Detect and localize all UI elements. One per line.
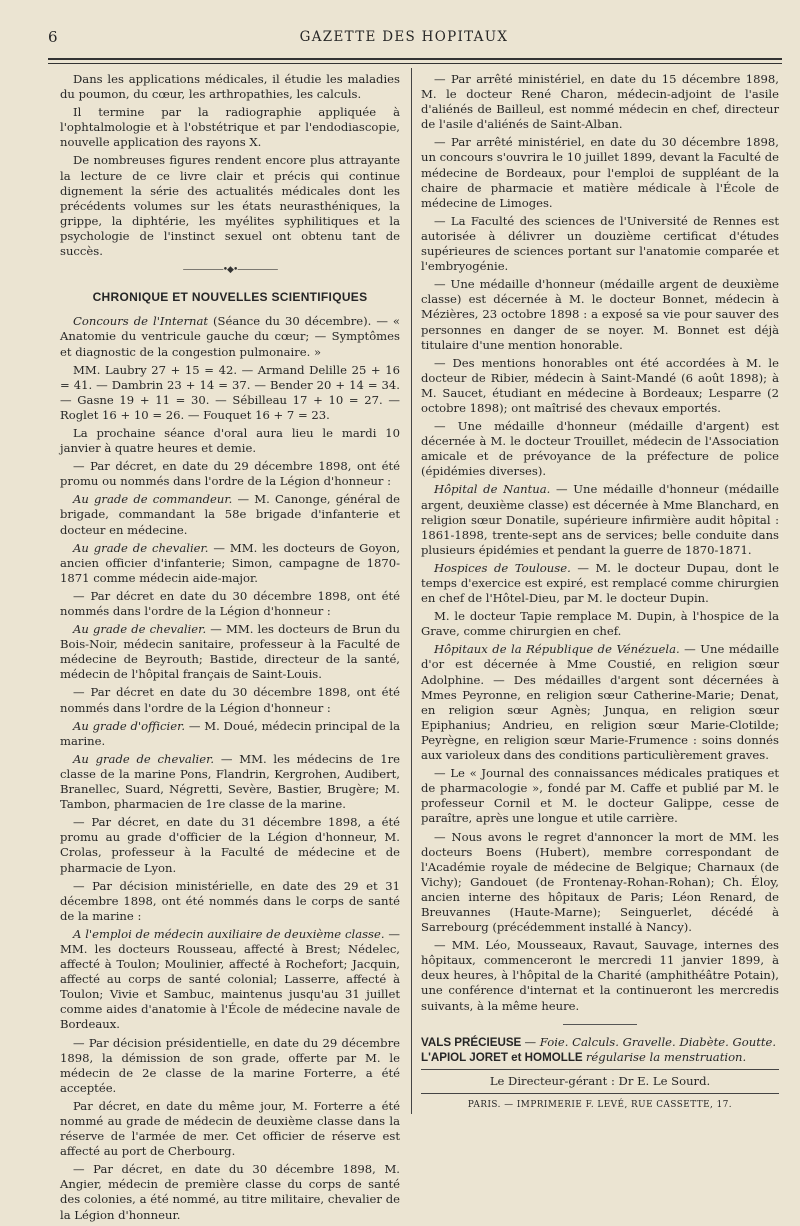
item-heading: Concours de l'Internat: [73, 314, 209, 329]
news-item: — Par arrêté ministériel, en date du 30 décembre 1898, un concours s'ouvrira le 10 juillet 1899, devant la Faculté de médecine de Bordeaux, pour l'emploi de suppléant de la chaire de pharmacie et matière médicale à l'École de médecine de Limoges.: [421, 135, 779, 210]
header-rule-thin: [48, 63, 782, 64]
news-item: Au grade de commandeur. — M. Canonge, général de brigade, commandant la 58e brigade d'infanterie et docteur en médecine.: [60, 492, 400, 537]
journal-title: GAZETTE DES HOPITAUX: [299, 29, 509, 45]
news-item: M. le docteur Tapie remplace M. Dupin, à l'hospice de la Grave, comme chirurgien en chef.: [421, 609, 779, 639]
news-item: Concours de l'Internat (Séance du 30 décembre). — « Anatomie du ventricule gauche du cœur; — Symptômes et diagnostic de la congestion pulmonaire. »: [60, 314, 400, 359]
column-divider: [411, 68, 412, 1114]
news-item: A l'emploi de médecin auxiliaire de deuxième classe. — MM. les docteurs Rousseau, affecté à Brest; Nédelec, affecté à Toulon; Moulinier, affecté à Rochefort; Jacquin, affecté au corps de santé colonial; Lasserre, affecté à Toulon; Vivie et Sambuc, maintenus jusqu'au 31 juillet comme aides d'anatomie à l'École de médecine navale de Bordeaux.: [60, 926, 400, 1032]
news-item: MM. Laubry 27 + 15 = 42. — Armand Delille 25 + 16 = 41. — Dambrin 23 + 14 = 37. — Bender 20 + 14 = 34. — Gasne 19 + 11 = 30. — Sébilleau 17 + 10 = 27. — Roglet 16 + 10 = 26. — Fouquet 16 + 7 = 23.: [60, 362, 400, 422]
right-column: [421, 72, 779, 1113]
news-item: — Une médaille d'honneur (médaille argent de deuxième classe) est décernée à M. le docteur Bonnet, médecin à Mézières, 23 octobre 1898 : a exposé sa vie pour sauver des personnes en danger de se noyer. M. Bonnet est déjà titulaire d'une mention honorable.: [421, 277, 779, 352]
news-item: — Des mentions honorables ont été accordées à M. le docteur de Ribier, médecin à Saint-Mandé (6 août 1898); à M. Saucet, étudiant en médecine à Bordeaux; Lesparre (2 octobre 1898); ont maîtrisé des chevaux emportés.: [421, 355, 779, 415]
news-item: Au grade d'officier. — M. Doué, médecin principal de la marine.: [60, 718, 401, 748]
news-item: — La Faculté des sciences de l'Université de Rennes est autorisée à délivrer un douzième certificat d'études supérieures de sciences portant sur l'anatomie comparée et l'embryogénie.: [421, 213, 779, 274]
footer-rule: [421, 1093, 779, 1094]
item-heading: Au grade de chevalier.: [73, 540, 209, 555]
ornament-rule: [563, 1024, 637, 1025]
news-item: La prochaine séance d'oral aura lieu le mardi 10 janvier à quatre heures et demie.: [60, 425, 400, 456]
page-header: [48, 28, 760, 50]
news-item: — Par décision présidentielle, en date du 29 décembre 1898, la démission de son grade, offerte par M. le médecin de 2e classe de la marine Forterre, a été acceptée.: [60, 1035, 400, 1095]
item-heading: A l'emploi de médecin auxiliaire de deuxième classe.: [73, 926, 385, 941]
news-item: Au grade de chevalier. — MM. les médecins de 1re classe de la marine Pons, Flandrin, Kergrohen, Audibert, Branellec, Suard, Négretti, Sevère, Bastier, Brugère; M. Tambon, pharmacien de 1re classe de la marine.: [60, 751, 400, 812]
news-item: — MM. Léo, Mousseaux, Ravaut, Sauvage, internes des hôpitaux, commenceront le mercredi 11 janvier 1899, à deux heures, à l'hôpital de la Charité (amphithéâtre Potain), une conférence d'internat et la continueront les mercredis suivants, à la même heure.: [421, 938, 779, 1013]
news-item: Hôpitaux de la République de Vénézuela. — Une médaille d'or est décernée à Mme Coustié, en religion sœur Adolphine. — Des médailles d'argent sont décernées à Mmes Peyronne, en religion sœur Catherine-Marie; Denat, en religion sœur Agnès; Junqua, en religion sœur Epiphanius; Andrieu, en religion sœur Marie-Clotilde; Peyrègne, en religion sœur Marie-Frumence : soins donnés aux varioleux dans des conditions particulièrement graves.: [421, 642, 779, 763]
news-item: Par décret, en date du même jour, M. Forterre a été nommé au grade de médecin de deuxième classe dans la réserve de l'armée de mer. Cet officier de réserve est affecté au port de Cherbourg.: [60, 1098, 400, 1159]
item-heading: Au grade d'officier.: [73, 718, 186, 733]
printer-line: PARIS. — IMPRIMERIE F. LEVÉ, RUE CASSETTE, 17.: [467, 1099, 733, 1110]
item-heading: Hospices de Toulouse.: [434, 560, 571, 575]
news-item: — Une médaille d'honneur (médaille d'argent) est décernée à M. le docteur Trouillet, médecin de l'Association amicale et de prévoyance de la préfecture de police (épidémies diverses).: [421, 419, 779, 479]
item-heading: Au grade de commandeur.: [73, 492, 233, 507]
news-item: Hôpital de Nantua. — Une médaille d'honneur (médaille argent, deuxième classe) est décernée à Mme Blanchard, en religion sœur Donatile, supérieure infirmière audit hôpital : 1861-1898, trente-sept ans de services; belle conduite dans plusieurs épidémies et pendant la guerre de 1870-1871.: [421, 482, 779, 557]
ad-brand: VALS PRÉCIEUSE: [421, 1035, 522, 1049]
book-review-paragraph: Il termine par la radiographie appliquée à l'ophtalmologie et à l'obstétrique et par l'endodiascopie, nouvelle application des rayons X.: [60, 105, 400, 150]
news-item: — Par décret, en date du 29 décembre 1898, ont été promu ou nommés dans l'ordre de la Légion d'honneur :: [60, 459, 400, 489]
left-column: [60, 72, 400, 1226]
news-item: — Par décret en date du 30 décembre 1898, ont été nommés dans l'ordre de la Légion d'honneur :: [60, 685, 400, 715]
news-item: Au grade de chevalier. — MM. les docteurs de Brun du Bois-Noir, médecin sanitaire, professeur à la Faculté de médecine de Beyrouth; Bastide, directeur de la santé, médecin de l'hôpital français de Saint-Louis.: [60, 622, 400, 682]
header-rule: [48, 58, 782, 60]
news-item: — Nous avons le regret d'annoncer la mort de MM. les docteurs Boens (Hubert), membre correspondant de l'Académie royale de médecine de Belgique; Charnaux (de Vichy); Gandouet (de Frontenay-Rohan-Rohan); Ch. Éloy, ancien interne des hôpitaux de Paris; Léon Renard, de Breuvannes (Haute-Marne); Seinguerlet, décédé à Sarrebourg (précédemment installé à Nancy).: [421, 829, 779, 935]
news-item: — Par décret, en date du 31 décembre 1898, a été promu au grade d'officier de la Légion d'honneur, M. Crolas, professeur à la Faculté de médecine et de pharmacie de Lyon.: [60, 815, 400, 875]
section-title: CHRONIQUE ET NOUVELLES SCIENTIFIQUES: [92, 290, 368, 305]
ad-brand: L'APIOL JORET et HOMOLLE: [421, 1050, 583, 1064]
news-item: — Par décret en date du 30 décembre 1898, ont été nommés dans l'ordre de la Légion d'honneur :: [60, 588, 400, 618]
advertisement-apiol: L'APIOL JORET et HOMOLLE régularise la menstruation.: [421, 1049, 747, 1064]
item-heading: Hôpital de Nantua.: [434, 482, 551, 497]
director-line: Le Directeur-gérant : Dr E. Le Sourd.: [489, 1073, 711, 1088]
news-item: Au grade de chevalier. — MM. les docteurs de Goyon, ancien officier d'infanterie; Simon, campagne de 1870-1871 comme médecin aide-major.: [60, 540, 401, 585]
item-heading: Au grade de chevalier.: [73, 622, 207, 637]
news-item: — Par arrêté ministériel, en date du 15 décembre 1898, M. le docteur René Charon, médecin-adjoint de l'asile d'aliénés de Bailleul, est nommé médecin en chef, directeur de l'asile d'aliénés de Saint-Alban.: [421, 72, 779, 132]
book-review-paragraph: De nombreuses figures rendent encore plus attrayante la lecture de ce livre clair et précis qui continue dignement la série des actualités médicales dont les précédents volumes sur les états neurasthéniques, la grippe, la diphtérie, les myélites syphilitiques et la psychologie de l'instinct sexuel ont obtenu tant de succès.: [60, 153, 400, 259]
page-number: 6: [48, 28, 58, 46]
news-item: — Par décret, en date du 30 décembre 1898, M. Angier, médecin de première classe du corps de santé des colonies, a été nommé, au titre militaire, chevalier de la Légion d'honneur.: [60, 1162, 400, 1222]
item-heading: Hôpitaux de la République de Vénézuela.: [434, 642, 680, 657]
footer-rule: [421, 1069, 779, 1070]
news-item: — Par décision ministérielle, en date des 29 et 31 décembre 1898, ont été nommés dans le corps de santé de la marine :: [60, 878, 400, 923]
advertisement-vals: VALS PRÉCIEUSE — Foie. Calculs. Gravelle. Diabète. Goutte.: [421, 1034, 777, 1049]
news-item: — Le « Journal des connaissances médicales pratiques et de pharmacologie », fondé par M. Caffe et publié par M. le professeur Cornil et M. le docteur Galippe, cesse de paraître, après une longue et utile carrière.: [421, 766, 779, 826]
section-ornament: —————•◆•—————: [182, 265, 278, 276]
book-review-paragraph: Dans les applications médicales, il étudie les maladies du poumon, du cœur, les arthropathies, les calculs.: [60, 72, 400, 102]
news-item: Hospices de Toulouse. — M. le docteur Dupau, dont le temps d'exercice est expiré, est remplacé comme chirurgien en chef de l'Hôtel-Dieu, par M. le docteur Dupin.: [421, 560, 780, 606]
item-heading: Au grade de chevalier.: [73, 751, 215, 766]
